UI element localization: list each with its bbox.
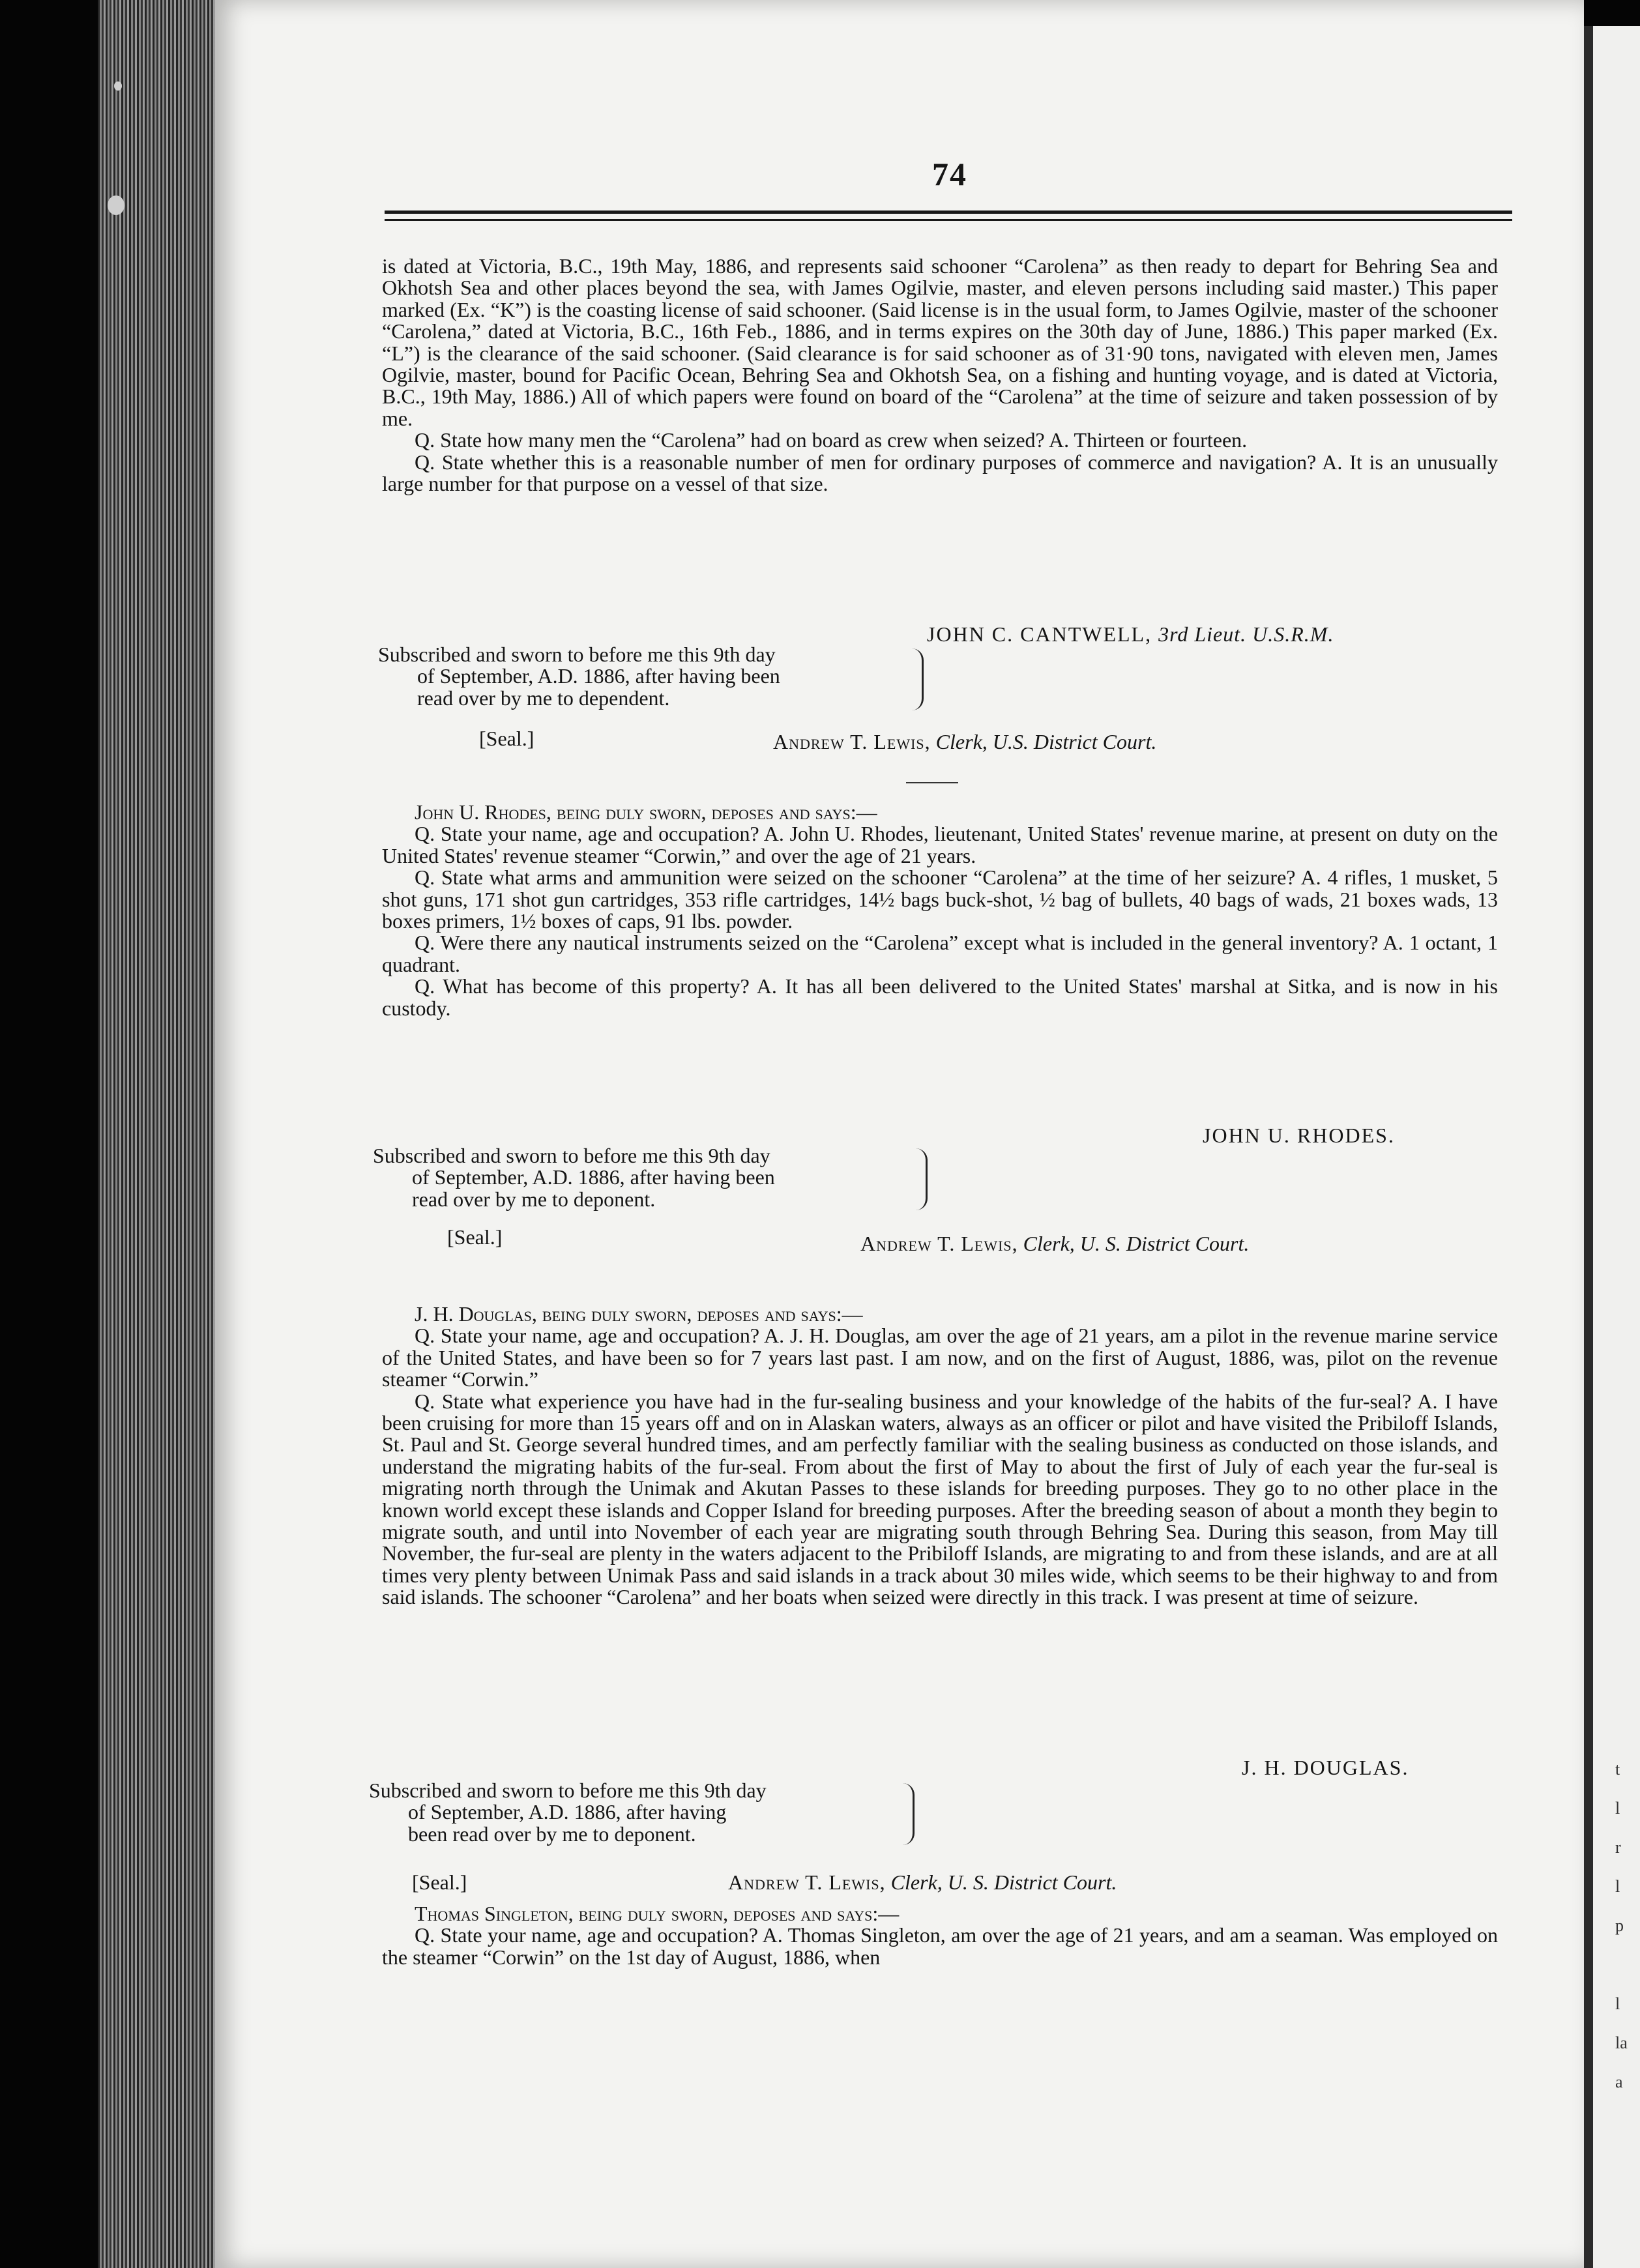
jurat-cantwell: Subscribed and sworn to before me this 9th day of September, A.D. 1886, after having been read over by me to dependent. [378, 643, 780, 710]
body-text-singleton [382, 1903, 1498, 1968]
clerk-signature: Andrew T. Lewis, Clerk, U. S. District Court. [728, 1870, 1117, 1894]
book-page-edges [98, 0, 235, 2268]
seal-label: [Seal.] [447, 1225, 503, 1249]
facing-page-mark: a [1615, 2072, 1623, 2091]
paragraph: Q. State your name, age and occupation? A. John U. Rhodes, lieutenant, United States' revenue marine, at present on duty on the United States' revenue steamer “Corwin,” and over the age of 21 years. [382, 822, 1498, 867]
facing-page-mark: l [1615, 1799, 1620, 1818]
facing-page-mark: l [1615, 1877, 1620, 1896]
paragraph: Q. State your name, age and occupation? A. J. H. Douglas, am over the age of 21 years, am a pilot in the revenue marine service of the United States, and have been so for 7 years last past. I am now, and on the first of August, 1886, was, pilot on the revenue steamer “Corwin.” [382, 1324, 1498, 1391]
paragraph: Q. State how many men the “Carolena” had on board as crew when seized? A. Thirteen or fourteen. [415, 428, 1248, 452]
page-number: 74 [932, 156, 967, 192]
jurat-brace [911, 1148, 928, 1210]
facing-page-mark: t [1615, 1760, 1620, 1779]
paragraph: Q. State your name, age and occupation? A. Thomas Singleton, am over the age of 21 years, and am a seaman. Was employed on the steamer “Corwin” on the 1st day of August, 1886, when [382, 1923, 1498, 1969]
signature-cantwell: JOHN C. CANTWELL, 3rd Lieut. U.S.R.M. [927, 622, 1334, 646]
facing-page-mark: p [1615, 1916, 1624, 1935]
paragraph: Thomas Singleton, being duly sworn, deposes and says:— [415, 1902, 900, 1925]
signature-douglas: J. H. DOUGLAS. [1242, 1756, 1409, 1779]
paragraph: Q. State what experience you have had in the fur-sealing business and your knowledge of the habits of the fur-seal? A. I have been cruising for more than 15 years off and on in Alaskan waters, always as an officer or pilot and have visited the Pribiloff Islands, St. Paul and St. George several hundred times, and am perfectly familiar with the sealing business as conducted on those islands, and understand the migrating habits of the fur-seal. From about the first of May to about the first of July of each year the fur-seal is migrating north through the Unimak and Akutan Passes to these islands for breeding purposes. They go to no other place in the known world except these islands and Copper Island for breeding purposes. After the breeding season of about a month they begin to migrate south, and until into November of each year are migrating south through Behring Sea. During this season, from May till November, the fur-seal are plenty in the waters adjacent to the Pribiloff Islands, are migrating to and from these islands, and are at all times very plenty between Unimak Pass and said islands in a track about 30 miles wide, which seems to be their highway to and from said islands. The schooner “Carolena” and her boats when seized were directly in this track. I was present at time of seizure. [382, 1389, 1498, 1609]
section-divider [906, 782, 958, 783]
body-text-cantwell [382, 255, 1498, 495]
paragraph: Q. Were there any nautical instruments seized on the “Carolena” except what is included in the general inventory? A. 1 octant, 1 quadrant. [382, 931, 1498, 976]
facing-page-strip [1584, 26, 1640, 2268]
paragraph: Q. State what arms and ammunition were seized on the schooner “Carolena” at the time of her seizure? A. 4 rifles, 1 musket, 5 shot guns, 171 shot gun cartridges, 353 rifle cartridges, 14½ bags buck-shot, ½ bag of bullets, 40 bags of wads, 21 boxes wads, 13 boxes primers, 1½ boxes of caps, 91 lbs. powder. [382, 865, 1498, 933]
jurat-rhodes: Subscribed and sworn to before me this 9th day of September, A.D. 1886, after having been read over by me to deponent. [373, 1144, 775, 1211]
paragraph: is dated at Victoria, B.C., 19th May, 1886, and represents said schooner “Carolena” as then ready to depart for Behring Sea and Okhotsh Sea and other places beyond the sea, with James Ogilvie, master, and eleven persons including said master.) This paper marked (Ex. “K”) is the coasting license of said schooner. (Said license is in the usual form, to James Ogilvie, master of the schooner “Carolena,” dated at Victoria, B.C., 16th Feb., 1886, and in terms expires on the 30th day of June, 1886.) This paper marked (Ex. “L”) is the clearance of the said schooner. (Said clearance is for said schooner as of 31·90 tons, navigated with eleven men, James Ogilvie, master, bound for Pacific Ocean, Behring Sea and Okhotsh Sea, on a fishing and hunting voyage, and is dated at Victoria, B.C., 19th May, 1886.) All of which papers were found on board of the “Carolena” at the time of seizure and taken possession of by me. [382, 254, 1498, 430]
body-text-rhodes [382, 802, 1498, 1019]
clerk-signature: Andrew T. Lewis, Clerk, U.S. District Court. [773, 730, 1157, 753]
jurat-brace [907, 648, 924, 710]
seal-label: [Seal.] [412, 1870, 467, 1894]
facing-page-mark: l [1615, 1994, 1620, 2013]
facing-page-mark: la [1615, 2033, 1628, 2052]
header-rule [385, 219, 1512, 221]
paragraph: Q. State whether this is a reasonable number of men for ordinary purposes of commerce and navigation? A. It is an unusually large number for that purpose on a vessel of that size. [382, 450, 1498, 496]
header-rule [385, 211, 1512, 214]
paragraph: J. H. Douglas, being duly sworn, deposes and says:— [415, 1302, 863, 1326]
paragraph: Q. What has become of this property? A. It has all been delivered to the United States' marshal at Sitka, and is now in his custody. [382, 974, 1498, 1020]
clerk-signature: Andrew T. Lewis, Clerk, U. S. District Court. [860, 1232, 1250, 1255]
facing-page-mark: r [1615, 1838, 1621, 1857]
paragraph: John U. Rhodes, being duly sworn, deposes and says:— [415, 800, 877, 824]
scan-speck [114, 81, 122, 91]
seal-label: [Seal.] [479, 727, 534, 750]
scan-speck [108, 196, 124, 215]
jurat-douglas: Subscribed and sworn to before me this 9th day of September, A.D. 1886, after having been read over by me to deponent. [369, 1779, 767, 1846]
signature-rhodes: JOHN U. RHODES. [1203, 1124, 1395, 1147]
body-text-douglas [382, 1303, 1498, 1608]
jurat-brace [898, 1783, 915, 1845]
